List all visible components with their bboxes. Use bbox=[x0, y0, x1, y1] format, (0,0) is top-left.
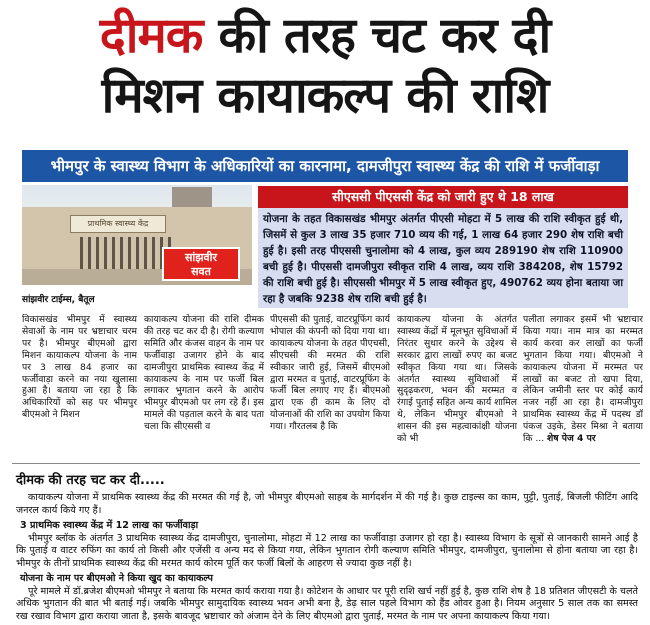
paragraph-2: भीमपुर ब्लॉक के अंतर्गत 3 प्राथमिक स्वास्थ्य केंद्र दामजीपुरा, चुनालोमा, मोहटा में 12 लाख का फर्जीवाड़ा उजागर हो रहा है। स्वास्थ्य विभाग के सूत्रों से जानकारी सामने आई है कि पुताई व वाटर रुफिंग का कार्य तो किसी और एजेंसी व अन्य मद से किया गया, लेकिन भुगतान रोगी कल्याण समिति भीमपुर, दामजीपुरा, चुनालोमा से होना बताया जा रहा है। भीमपुर के तीनों प्राथमिक स्वास्थ्य केंद्र की मरमत कार्य कोरम पूर्ति कर फर्जी बिलों के आहरण से ज्यादा कुछ नहीं है। bbox=[16, 532, 638, 569]
gate bbox=[80, 237, 172, 269]
highlight-title: सीएससी पीएससी केंद्र को जारी हुए थे 18 लाख bbox=[258, 186, 628, 208]
headline-line-2: मिशन कायाकल्प की राशि bbox=[101, 67, 549, 124]
headline-red-word: दीमक bbox=[99, 7, 203, 64]
badge-line-1: सांझवीर bbox=[184, 251, 218, 264]
article-column-4: कायाकल्प योजना के अंतर्गत स्वास्थ्य केंद्रों में मूलभूत सुविधाओं में निरंतर सुधार करने के उद्देश्य से सरकार द्वारा लाखों रुपए का बजट स्वीकृत किया गया था। जिसके अंतर्गत स्वास्थ्य सुविधाओं में सुदृढ़करण, भवन की मरम्मत व रंगाई पुताई सहित अन्य कार्य शामिल थे, लेकिन भीमपुर बीएमओ ने शासन की इस महत्वाकांक्षी योजना को भी bbox=[397, 314, 517, 445]
paragraph-3: पूरे मामले में डॉ.ब्रजेश बीएमओ भीमपुर ने बताया कि मरमत कार्य कराया गया है। कोटेशन के आधार पर पूरी राशि खर्च नहीं हुई है, कुछ राशि शेष है 18 प्रतिशत जीएसटी के चलते अधिक भुगतान की बात भी बताई गई। जबकि भीमपुर सामुदायिक स्वास्थ्य भवन अभी बना है, डेढ़ साल पहले विभाग को हैंड ओवर हुआ है। नियम अनुसार 5 साल तक का समस्त रख रखाव विभाग द्वारा कराया जाता है, इसके बावजूद भ्रष्टाचार को अंजाम देने के लिए बीएमओ द्वारा पुताई, मरमत के नाम पर अपना कायाकल्प किया गया। bbox=[16, 585, 638, 622]
continued-article bbox=[16, 492, 638, 623]
subheading-1: 3 प्राथमिक स्वास्थ्य केंद्र में 12 लाख का फर्जीवाड़ा bbox=[20, 520, 199, 531]
section-title: दीमक की तरह चट कर दी..... bbox=[16, 473, 165, 488]
subheading-2: योजना के नाम पर बीएमओ ने किया खुद का कायाकल्प bbox=[20, 573, 213, 584]
badge-line-2: सवत bbox=[191, 265, 211, 278]
highlight-box: योजना के तहत विकासखंड भीमपुर अंतर्गत पीएसी मोहटा में 5 लाख की राशि स्वीकृत हुई थी, जिसमें से कुल 3 लाख 35 हजार 710 व्यय की गई, 1 लाख 64 हजार 290 शेष राशि बची हुई है। इसी तरह पीएससी चुनालोमा को 4 लाख, कुल व्यय 289190 शेष राशि 110900 बची हुई है। पीएससी दामजीपुरा स्वीकृत राशि 4 लाख, व्यय राशि 384208, शेष 15792 की राशि बची हुई है। सीएससी भीमपुर में 5 लाख स्वीकृत हुए, 490762 व्यय होना बताया जा रहा है जबकि 9238 शेष राशि बची हुई है। bbox=[258, 208, 628, 308]
article-column-5 bbox=[523, 314, 643, 458]
headline bbox=[8, 6, 642, 126]
newspaper-logo-badge bbox=[162, 247, 240, 281]
dateline: सांझवीर टाईम्स, बैतूल bbox=[22, 295, 95, 305]
continued-on-page: शेष पेज 4 पर bbox=[547, 433, 596, 445]
article-column-3: पीएससी की पुताई, वाटरप्रूफिंग कार्य भोपाल की कंपनी को दिया गया था। कायाकल्प योजना के तहत पीएचसी, सीएचसी की मरमत की राशि स्वीकार जारी हुई, जिसमें बीएमओ द्वारा मरमत व पुताई, वाटरप्रूफिंग के फर्जी बिल लगाए गए हैं। बीएमओ द्वारा एक ही काम के लिए दो योजनाओं की राशि का उपयोग किया गया। गौरतलब है कि bbox=[270, 314, 390, 433]
building-signboard: प्राथमिक स्वास्थ्य केंद्र bbox=[70, 215, 166, 233]
strapline: भीमपुर के स्वास्थ्य विभाग के अधिकारियों का कारनामा, दामजीपुरा स्वास्थ्य केंद्र की राशि में फर्जीवाड़ा bbox=[22, 150, 628, 182]
article-column-2: कायाकल्प योजना की राशि दीमक की तरह चट कर दी है। रोगी कल्याण समिति और कंजस वाहन के नाम पर फर्जीवाड़ा उजागर होने के बाद दामजीपुरा प्राथमिक स्वास्थ्य केंद्र में कायाकल्प के नाम पर फर्जी बिल लगाकर भुगतान करने के आरोप भीमपुर बीएमओ पर लग रहे हैं। इस मामले की पड़ताल करने के बाद पता चला कि सीएससी व bbox=[144, 314, 264, 433]
section-divider bbox=[12, 463, 640, 464]
paragraph-1: कायाकल्प योजना में प्राथमिक स्वास्थ्य केंद्र की मरमत की गई है, जो भीमपुर बीएमओ साहब के मार्गदर्शन में की गई है। कुछ टाइल्स का काम, पुट्टी, पुताई, बिजली फीटिंग आदि जनरल कार्य किये गए हैं। bbox=[16, 492, 638, 516]
headline-line-1-rest: की तरह चट कर दी bbox=[202, 7, 551, 64]
news-photo bbox=[22, 185, 252, 285]
headline-line-1 bbox=[8, 6, 642, 66]
article-column-5-text: पलीता लगाकर इसमें भी भ्रष्टाचार किया गया। नाम मात्र का मरम्मत कार्य करवा कर लाखों का फर्जी भुगतान किया गया। बीएमओ ने कायाकल्प योजना में मरम्मत पर लाखों का बजट तो खपा दिया, लेकिन जमीनी स्तर पर कोई कार्य नजर नहीं आ रहा है। दामजीपुरा प्राथमिक स्वास्थ्य केंद्र में पदस्थ डॉ पंकज उइके, डेसर मिश्रा ने बताया कि ... bbox=[523, 314, 643, 445]
article-column-1: विकासखंड भीमपुर में स्वास्थ्य सेवाओं के नाम पर भ्रष्टाचार चरम पर है। भीमपुर बीएमओ द्वारा मिशन कायाकल्प योजना के नाम पर 3 लाख 84 हजार का फर्जीवाड़ा करने का नया खुलासा हुआ है। बताया जा रहा है कि अधिकारियों को सह पर भीमपुर बीएमओ ने मिशन bbox=[22, 314, 137, 421]
